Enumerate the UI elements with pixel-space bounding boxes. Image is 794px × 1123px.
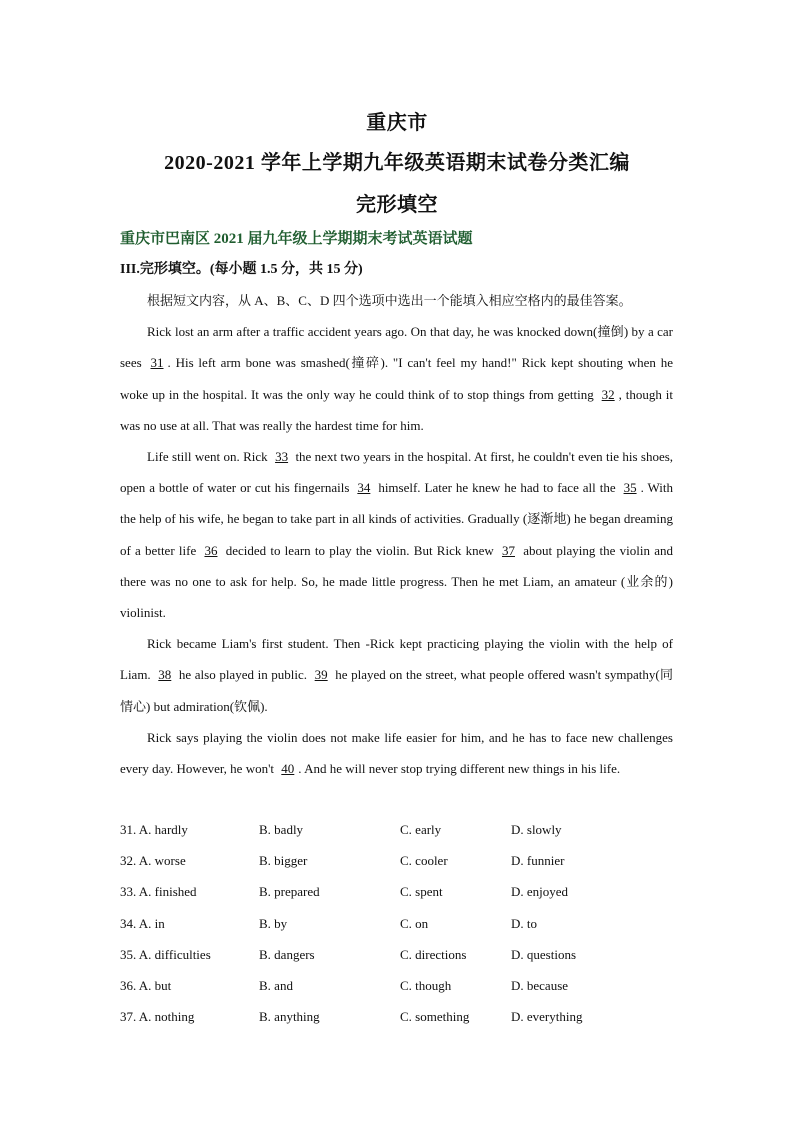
- option-d: D. questions: [511, 946, 576, 962]
- text-segment: himself. Later he knew he had to face all the: [378, 480, 616, 496]
- option-c: C. early: [400, 822, 442, 837]
- paragraph-3: [120, 628, 673, 722]
- option-d: D. slowly: [511, 822, 562, 837]
- text-segment: the next two years in the hospital. At first, he couldn't even tie his shoes, open a bottle of water or cut his fingernails: [120, 449, 674, 496]
- question-32-options: [120, 845, 680, 876]
- question-36-options: [120, 970, 680, 1001]
- option-b: B. bigger: [259, 853, 308, 869]
- option-a: 31. A. hardly: [120, 822, 188, 837]
- option-c: C. cooler: [400, 853, 448, 869]
- option-c: C. on: [400, 915, 429, 931]
- option-c: C. something: [400, 1009, 470, 1025]
- option-b: B. prepared: [259, 884, 320, 900]
- text-segment: Rick says playing the violin does not make life easier for him, and he has to face new challenges every day. However, he won't: [120, 729, 673, 777]
- option-b: B. dangers: [259, 946, 315, 962]
- option-d: D. everything: [511, 1009, 583, 1025]
- option-a: 37. A. nothing: [120, 1009, 195, 1025]
- blank-32: 32: [601, 386, 615, 402]
- paragraph-2: [120, 441, 673, 628]
- passage: [120, 285, 673, 784]
- text-segment: he played on the street, what people offered wasn't sympathy(同情心) but admiration(钦佩).: [120, 667, 674, 714]
- paragraph-4: [120, 722, 673, 784]
- option-b: B. anything: [259, 1009, 320, 1025]
- option-b: B. by: [259, 915, 288, 931]
- option-a: 36. A. but: [120, 977, 172, 993]
- question-33-options: [120, 876, 680, 907]
- text-segment: about playing the violin and there was no one to ask for help. So, he made little progress. Then he met Liam, an amateur (业余的) violinist.: [120, 542, 674, 621]
- option-d: D. funnier: [511, 853, 565, 869]
- option-b: B. badly: [259, 822, 304, 837]
- option-d: D. to: [511, 915, 537, 931]
- section-title: III.完形填空。(每小题 1.5 分，共 15 分): [120, 262, 363, 277]
- exam-name: 重庆市巴南区 2021 届九年级上学期期末考试英语试题: [120, 231, 473, 247]
- title-compilation: 2020-2021 学年上学期九年级英语期末试卷分类汇编: [164, 152, 630, 174]
- paragraph-1: [120, 316, 673, 441]
- option-a: 35. A. difficulties: [120, 946, 211, 962]
- instruction: 根据短文内容，从 A、B、C、D 四个选项中选出一个能填入相应空格内的最佳答案。: [147, 293, 632, 308]
- text-segment: , though it was no use at all. That was really the hardest time for him.: [120, 386, 673, 433]
- text-segment: . And he will never stop trying different new things in his life.: [298, 761, 621, 777]
- option-d: D. enjoyed: [511, 884, 569, 900]
- option-c: C. though: [400, 977, 452, 993]
- title-city: 重庆市: [366, 112, 428, 134]
- option-b: B. and: [259, 977, 293, 993]
- option-a: 33. A. finished: [120, 884, 197, 900]
- blank-34: 34: [357, 480, 371, 496]
- option-c: C. directions: [400, 946, 467, 962]
- text-segment: decided to learn to play the violin. But Rick knew: [225, 542, 494, 558]
- text-segment: Life still went on. Rick: [147, 449, 268, 465]
- text-segment: Rick lost an arm after a traffic accident years ago. On that day, he was knocked down(撞倒) by a car sees: [120, 324, 673, 371]
- text-segment: . With the help of his wife, he began to take part in all kinds of activities. Gradually (逐渐地) he began dreaming of a better life: [120, 480, 673, 558]
- text-segment: . His left arm bone was smashed(撞碎). "I can't feel my hand!" Rick kept shouting when he woke up in the hospital. It was the only way he could think of to stop things from getting: [120, 355, 673, 402]
- question-31-options: [120, 814, 680, 845]
- option-c: C. spent: [400, 884, 443, 900]
- question-37-options: [120, 1001, 680, 1032]
- blank-31: 31: [150, 355, 164, 371]
- blank-38: 38: [158, 667, 172, 683]
- answer-options: [120, 814, 680, 1032]
- title-topic: 完形填空: [356, 194, 438, 216]
- blank-36: 36: [204, 542, 218, 558]
- text-segment: Rick became Liam's first student. Then -Rick kept practicing playing the violin with the help of Liam.: [120, 636, 673, 683]
- option-a: 32. A. worse: [120, 853, 186, 869]
- option-d: D. because: [511, 977, 569, 993]
- blank-37: 37: [501, 542, 515, 558]
- blank-39: 39: [314, 667, 328, 683]
- option-a: 34. A. in: [120, 915, 165, 931]
- blank-33: 33: [275, 449, 289, 465]
- blank-40: 40: [281, 761, 295, 777]
- text-segment: he also played in public.: [178, 667, 308, 683]
- blank-35: 35: [623, 480, 637, 496]
- question-34-options: [120, 908, 680, 939]
- question-35-options: [120, 939, 680, 970]
